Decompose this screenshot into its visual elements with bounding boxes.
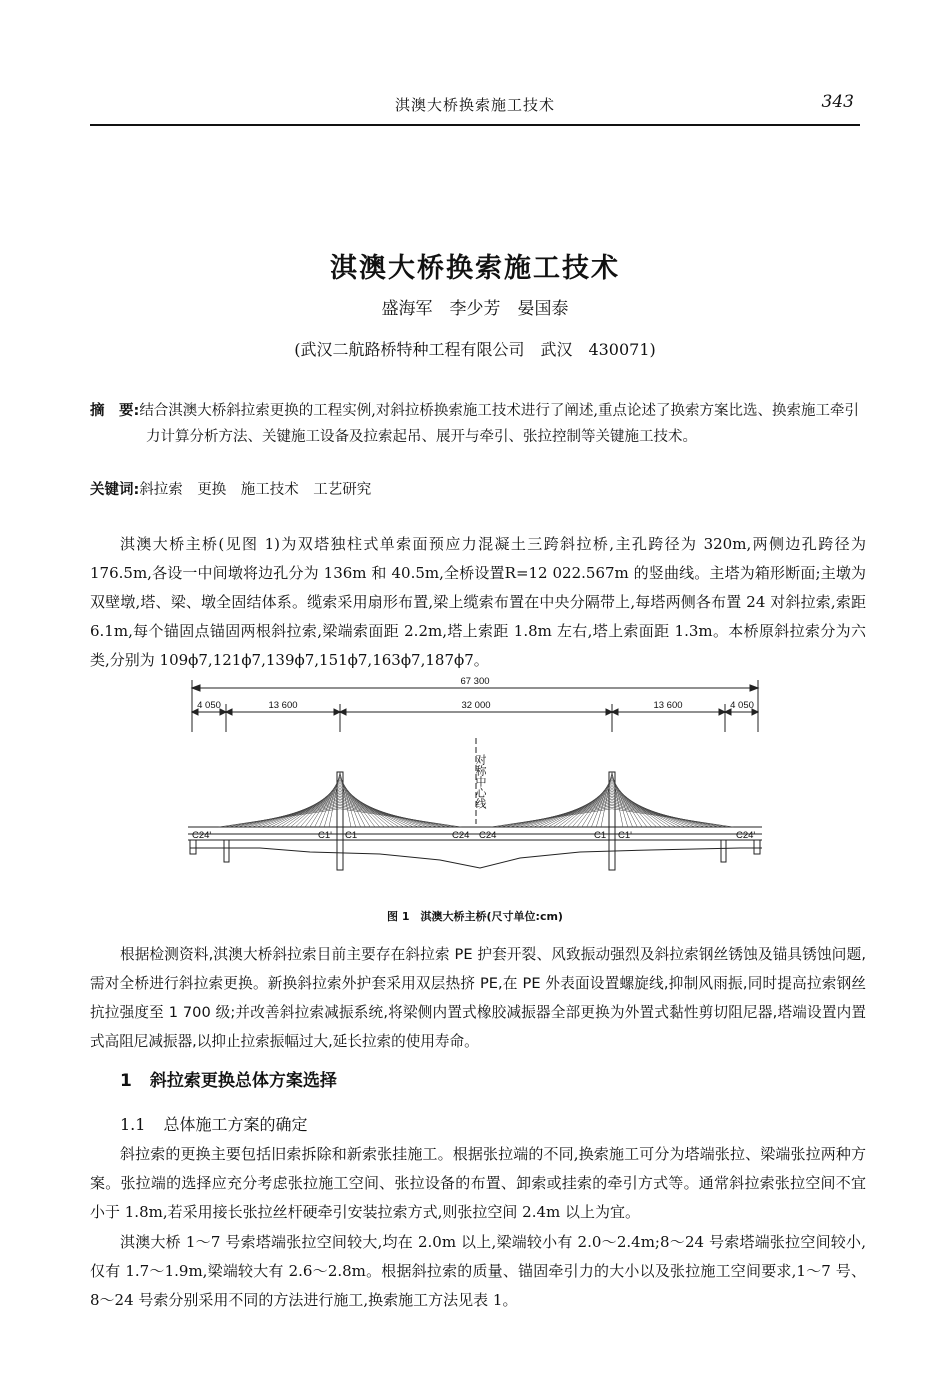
- dim-side-left: 13 600: [268, 700, 298, 711]
- centerline-label: 对称中心线: [474, 754, 486, 809]
- stay-cable: [612, 806, 724, 827]
- dim-side-right: 13 600: [653, 700, 683, 711]
- running-title: 淇澳大桥换索施工技术: [394, 96, 555, 114]
- label-c1p-left: C1': [318, 830, 332, 841]
- section-title: 斜拉索更换总体方案选择: [149, 1071, 337, 1091]
- section-heading-1-1: [120, 1112, 307, 1135]
- label-c1-right: C1: [594, 830, 607, 841]
- subsection-title: 总体施工方案的确定: [163, 1115, 308, 1134]
- stay-cable: [510, 802, 612, 827]
- stay-cable: [219, 809, 340, 827]
- stay-cable: [612, 809, 733, 827]
- label-c1p-right: C1': [618, 830, 632, 841]
- figure-caption: 图 1 淇澳大桥主桥(尺寸单位:cm): [387, 910, 563, 923]
- stay-cable: [228, 806, 340, 827]
- running-head: [90, 84, 860, 126]
- stay-cable: [500, 806, 612, 827]
- dim-side-right-end: 4 050: [730, 700, 754, 711]
- stay-cable: [340, 806, 452, 827]
- section-heading-1: [120, 1066, 337, 1091]
- abstract: [90, 398, 866, 450]
- label-c24p-right: C24': [736, 830, 756, 841]
- abstract-label: 摘 要:: [90, 403, 140, 419]
- paragraph-method: 淇澳大桥 1～7 号索塔端张拉空间较大,均在 2.0m 以上,梁端较小有 2.0～2.4m;8～24 号索塔端张拉空间较小,仅有 1.7～1.9m,梁端较大有 2.6～2.8m。根据斜拉索的质量、锚固牵引力的大小以及张拉施工空间要求,1～7 号、8～24 号索分别采用不同的方法进行施工,换索施工方法见表 1。: [90, 1233, 866, 1309]
- keywords-text: 斜拉索 更换 施工技术 工艺研究: [139, 482, 372, 498]
- stay-cable: [340, 802, 442, 827]
- paragraph-scheme: 斜拉索的更换主要包括旧索拆除和新索张挂施工。根据张拉端的不同,换索施工可分为塔端张拉、梁端张拉两种方案。张拉端的选择应充分考虑张拉施工空间、张拉设备的布置、卸索或挂索的牵引方式等。通常斜拉索张拉空间不宜小于 1.8m,若采用接长张拉丝杆硬牵引安装拉索方式,则张拉空间 2.4m 以上为宜。: [90, 1145, 866, 1221]
- keywords-label: 关键词:: [90, 482, 140, 498]
- paper-title: 淇澳大桥换索施工技术: [330, 253, 620, 284]
- page-number: 343: [821, 92, 854, 112]
- paragraph-inspection: 根据检测资料,淇澳大桥斜拉索目前主要存在斜拉索 PE 护套开裂、风致振动强烈及斜拉索钢丝锈蚀及锚具锈蚀问题,需对全桥进行斜拉索更换。新换斜拉索外护套采用双层热挤 PE,在 PE 外表面设置螺旋线,抑制风雨振,同时提高拉索钢丝抗拉强度至 1 700 级;并改善斜拉索减振系统,将梁侧内置式橡胶减振器全部更换为外置式黏性剪切阻尼器,塔端设置内置式高阻尼减振器,以抑止拉索振幅过大,延长拉索的使用寿命。: [90, 946, 866, 1050]
- stay-cable: [612, 802, 714, 827]
- bridge-elevation-drawing: [180, 672, 770, 897]
- label-c24p-left: C24': [192, 830, 212, 841]
- subsection-number: 1.1: [120, 1115, 146, 1134]
- dim-total: 67 300: [460, 676, 490, 687]
- label-c24-left: C24: [452, 830, 470, 841]
- dim-main: 32 000: [461, 700, 491, 711]
- abstract-text: 结合淇澳大桥斜拉索更换的工程实例,对斜拉桥换索施工技术进行了阐述,重点论述了换索方案比选、换索施工牵引力计算分析方法、关键施工设备及拉索起吊、展开与牵引、张拉控制等关键施工技术。: [139, 403, 860, 445]
- affiliation: (武汉二航路桥特种工程有限公司 武汉 430071): [294, 340, 656, 359]
- keywords: [90, 478, 866, 499]
- authors: 盛海军 李少芳 晏国泰: [381, 299, 569, 319]
- dim-side-left-end: 4 050: [197, 700, 221, 711]
- stay-cable: [238, 802, 340, 827]
- stay-cable: [491, 809, 612, 827]
- label-c1-left: C1: [345, 830, 358, 841]
- section-number: 1: [120, 1071, 132, 1091]
- label-c24-right: C24: [479, 830, 497, 841]
- paragraph-intro: 淇澳大桥主桥(见图 1)为双塔独柱式单索面预应力混凝土三跨斜拉桥,主孔跨径为 320m,两侧边孔跨径为 176.5m,各设一中间墩将边孔分为 136m 和 40.5m,全桥设置R=12 022.567m 的竖曲线。主塔为箱形断面;主墩为双壁墩,塔、梁、墩全固结体系。缆索采用扇形布置,梁上缆索布置在中央分隔带上,每塔两侧各布置 24 对斜拉索,索距 6.1m,每个锚固点锚固两根斜拉索,梁端索面距 2.2m,塔上索距 1.8m 左右,塔上索面距 1.3m。本桥原斜拉索分为六类,分别为 109ϕ7,121ϕ7,139ϕ7,151ϕ7,163ϕ7,187ϕ7。: [90, 535, 866, 669]
- stay-cable: [340, 809, 461, 827]
- figure-bridge-elevation: [180, 672, 770, 897]
